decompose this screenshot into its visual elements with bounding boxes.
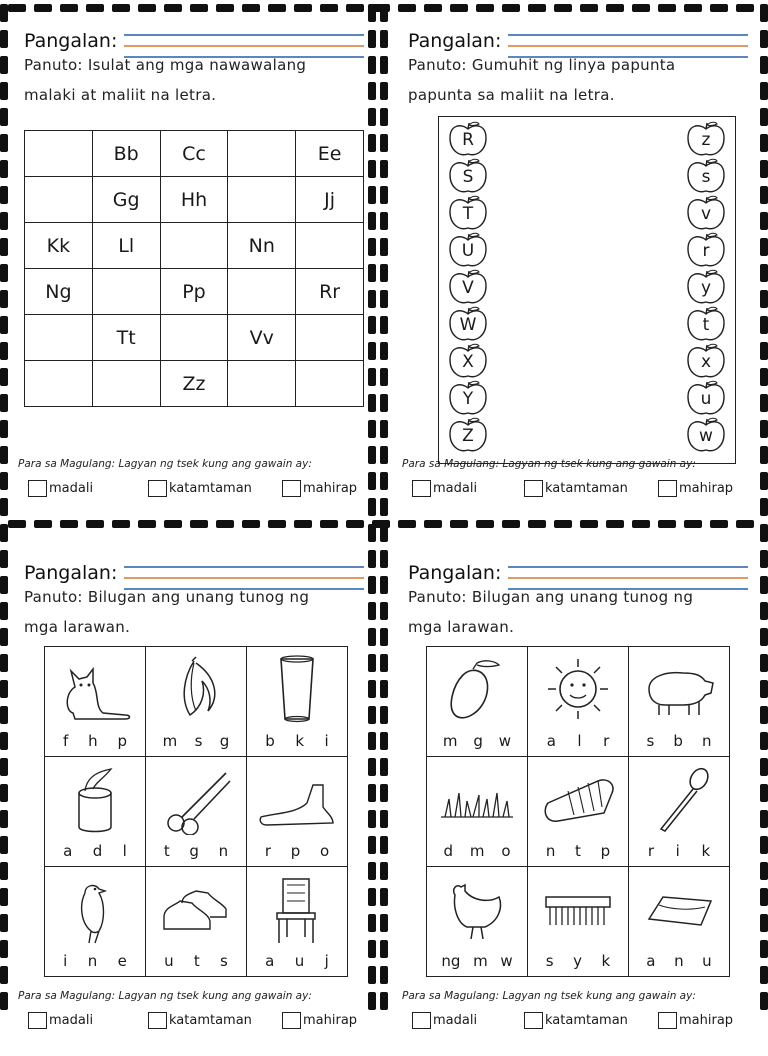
picture-cell [45, 867, 146, 977]
letter-choice[interactable]: k [601, 952, 611, 970]
letter-choices [146, 952, 246, 970]
picture-cell [528, 757, 629, 867]
letter-choice[interactable]: l [577, 732, 582, 750]
letter-choices [247, 732, 347, 750]
difficulty-checkboxes [28, 480, 368, 498]
apple-matching-panel [438, 116, 736, 464]
letter-choices [629, 842, 729, 860]
letter-choice[interactable]: t [163, 842, 170, 860]
blank-letter-cell[interactable] [160, 315, 228, 361]
letter-choice[interactable]: w [500, 952, 513, 970]
picture-grid-row [45, 867, 348, 977]
blank-letter-cell[interactable] [92, 269, 160, 315]
picture-cell [146, 647, 247, 757]
letter-choice[interactable]: o [501, 842, 511, 860]
blank-letter-cell[interactable] [228, 269, 296, 315]
foot-icon [257, 763, 337, 835]
blank-letter-cell[interactable] [25, 177, 93, 223]
picture-cell [247, 867, 348, 977]
letter-choice[interactable]: r [603, 732, 610, 750]
letter-cell: Rr [296, 269, 364, 315]
apple-letter: T [462, 204, 474, 224]
letter-choice[interactable]: d [92, 842, 103, 860]
apple-letter: X [462, 352, 474, 372]
letter-choices [528, 842, 628, 860]
blank-letter-cell[interactable] [92, 361, 160, 407]
parent-note: Para sa Magulang: Lagyan ng tsek kung ang gawain ay: [18, 458, 312, 470]
letter-choices [45, 952, 145, 970]
letter-cell: Ee [296, 131, 364, 177]
letter-choice[interactable]: w [498, 732, 512, 750]
picture-cell [45, 757, 146, 867]
letter-choices [629, 732, 729, 750]
letter-choice[interactable]: g [473, 732, 483, 750]
checkbox-mahirap[interactable]: mahirap [658, 480, 733, 497]
checkbox-katamtaman[interactable]: katamtaman [524, 1012, 628, 1029]
difficulty-checkboxes [28, 1012, 368, 1030]
letter-cell: Nn [228, 223, 296, 269]
letter-choice[interactable]: r [647, 842, 654, 860]
apple-lowercase[interactable] [685, 380, 727, 418]
letter-cell: Jj [296, 177, 364, 223]
letter-choice[interactable]: n [545, 842, 556, 860]
picture-cell [629, 647, 730, 757]
letter-cell: Zz [160, 361, 228, 407]
worksheet-first-sound-1 [18, 548, 364, 1056]
pillow-icon [639, 873, 719, 945]
letter-choice[interactable]: k [295, 732, 305, 750]
picture-cell [247, 647, 348, 757]
name-line-top[interactable] [124, 34, 364, 36]
picture-grid-row [427, 867, 730, 977]
apple-uppercase[interactable] [447, 306, 489, 344]
cat-icon [55, 653, 135, 725]
apple-letter: U [461, 241, 475, 261]
apple-letter: W [459, 315, 477, 335]
letter-cell: Cc [160, 131, 228, 177]
picture-cell [146, 867, 247, 977]
picture-cell [146, 757, 247, 867]
letter-choice[interactable]: b [265, 732, 275, 750]
banana-icon [156, 653, 236, 725]
center-dashed-border-a [368, 0, 376, 1024]
blank-letter-cell[interactable] [296, 223, 364, 269]
letter-choice[interactable]: p [290, 842, 301, 860]
letter-choice[interactable]: p [117, 732, 128, 750]
mango-icon [437, 653, 517, 725]
picture-grid-row [427, 647, 730, 757]
picture-cell [427, 867, 528, 977]
bread-icon [538, 763, 618, 835]
letter-choice[interactable]: r [264, 842, 272, 860]
apple-letter: R [462, 130, 474, 150]
parent-note: Para sa Magulang: Lagyan ng tsek kung ang gawain ay: [402, 458, 696, 470]
shoes-icon [156, 873, 236, 945]
apple-letter: t [702, 315, 710, 335]
apple-lowercase[interactable] [685, 195, 727, 233]
letter-choice[interactable]: e [117, 952, 127, 970]
letter-choice[interactable]: s [194, 732, 203, 750]
checkbox-madali[interactable]: madali [412, 1012, 477, 1029]
parent-note: Para sa Magulang: Lagyan ng tsek kung ang gawain ay: [18, 990, 312, 1002]
letter-choices [427, 842, 527, 860]
name-label: Pangalan: [24, 562, 118, 584]
blank-letter-cell[interactable] [160, 223, 228, 269]
letter-choice[interactable]: t [575, 842, 581, 860]
letter-choices [427, 952, 527, 970]
apple-uppercase[interactable] [447, 158, 489, 196]
picture-grid [426, 646, 730, 977]
letter-choice[interactable]: o [319, 842, 330, 860]
letter-choice[interactable]: i [324, 732, 329, 750]
name-line-top[interactable] [124, 566, 364, 568]
glass-icon [257, 653, 337, 725]
picture-grid-row [45, 647, 348, 757]
can-icon [55, 763, 135, 835]
chair-icon [257, 873, 337, 945]
blank-letter-cell[interactable] [25, 131, 93, 177]
apple-lowercase[interactable] [685, 158, 727, 196]
name-label: Pangalan: [408, 562, 502, 584]
picture-grid [44, 646, 348, 977]
checkbox-mahirap[interactable]: mahirap [282, 1012, 357, 1029]
name-line-mid[interactable] [124, 45, 364, 47]
apple-letter: v [700, 204, 712, 224]
letter-choice[interactable]: h [88, 732, 98, 750]
letter-choice[interactable]: s [646, 732, 655, 750]
letter-choices [146, 732, 246, 750]
letter-choice[interactable]: t [193, 952, 200, 970]
letter-choices [528, 952, 628, 970]
letter-choice[interactable]: k [701, 842, 711, 860]
blank-letter-cell[interactable] [25, 315, 93, 361]
apple-letter: Y [462, 389, 474, 409]
pig-icon [639, 653, 719, 725]
apple-letter: z [701, 130, 711, 150]
letter-choice[interactable]: y [573, 952, 583, 970]
chicken-icon [437, 873, 517, 945]
letter-choice[interactable]: m [473, 952, 488, 970]
letter-choices [146, 842, 246, 860]
letter-choice[interactable]: n [701, 732, 712, 750]
letter-choice[interactable]: ng [441, 952, 461, 970]
picture-cell [45, 647, 146, 757]
name-line-mid[interactable] [124, 577, 364, 579]
letter-choices [45, 732, 145, 750]
letter-cell: Ng [25, 269, 93, 315]
letter-choice[interactable]: i [63, 952, 68, 970]
letter-choices [247, 842, 347, 860]
letter-grid-row [25, 361, 364, 407]
blank-letter-cell[interactable] [228, 131, 296, 177]
name-line-mid[interactable] [508, 45, 748, 47]
checkbox-katamtaman[interactable]: katamtaman [524, 480, 628, 497]
letter-cell: Vv [228, 315, 296, 361]
letter-choices [45, 842, 145, 860]
blank-letter-cell[interactable] [296, 361, 364, 407]
letter-choice[interactable]: b [673, 732, 683, 750]
letter-choice[interactable]: d [443, 842, 453, 860]
name-line-mid[interactable] [508, 577, 748, 579]
apple-lowercase[interactable] [685, 417, 727, 455]
sun-icon [538, 653, 618, 725]
apple-uppercase[interactable] [447, 195, 489, 233]
apple-uppercase[interactable] [447, 269, 489, 307]
apple-letter: y [700, 278, 712, 298]
picture-grid-row [427, 757, 730, 867]
picture-cell [629, 757, 730, 867]
letter-choice[interactable]: m [469, 842, 485, 860]
name-label: Pangalan: [24, 30, 118, 52]
letter-grid-row [25, 177, 364, 223]
blank-letter-cell[interactable] [228, 361, 296, 407]
letter-choice[interactable]: m [162, 732, 178, 750]
letter-cell: Pp [160, 269, 228, 315]
worksheet-first-sound-2 [402, 548, 748, 1056]
letter-cell: Kk [25, 223, 93, 269]
left-dashed-border [0, 0, 8, 1024]
letter-choices [528, 732, 628, 750]
letter-choice[interactable]: n [218, 842, 229, 860]
worksheet-match-letters [402, 16, 748, 524]
letter-choice[interactable]: u [294, 952, 305, 970]
difficulty-checkboxes [412, 1012, 752, 1030]
letter-cell: Gg [92, 177, 160, 223]
letter-choice[interactable]: n [674, 952, 684, 970]
apple-letter: V [462, 278, 474, 298]
difficulty-checkboxes [412, 480, 752, 498]
letter-choice[interactable]: g [189, 842, 199, 860]
letter-choice[interactable]: a [265, 952, 275, 970]
letter-choice[interactable]: m [442, 732, 458, 750]
checkbox-madali[interactable]: madali [412, 480, 477, 497]
right-dashed-border [760, 0, 768, 1024]
instruction: Panuto: Gumuhit ng linya papunta papunta sa maliit na letra. [408, 56, 676, 104]
apple-letter: x [700, 352, 712, 372]
picture-cell [247, 757, 348, 867]
letter-choice[interactable]: u [164, 952, 174, 970]
letter-choice[interactable]: a [546, 732, 556, 750]
letter-choice[interactable]: p [600, 842, 611, 860]
letter-choices [247, 952, 347, 970]
parent-note: Para sa Magulang: Lagyan ng tsek kung ang gawain ay: [402, 990, 696, 1002]
scissors-icon [156, 763, 236, 835]
checkbox-mahirap[interactable]: mahirap [282, 480, 357, 497]
checkbox-katamtaman[interactable]: katamtaman [148, 480, 252, 497]
blank-letter-cell[interactable] [228, 177, 296, 223]
letter-cell: Ll [92, 223, 160, 269]
letter-grid-row [25, 223, 364, 269]
picture-cell [528, 647, 629, 757]
letter-choices [427, 732, 527, 750]
worksheet-missing-letters [18, 16, 364, 524]
letter-choice[interactable]: a [646, 952, 656, 970]
instruction: Panuto: Bilugan ang unang tunog ng mga larawan. [408, 588, 694, 636]
letter-choice[interactable]: i [675, 842, 680, 860]
apple-lowercase[interactable] [685, 121, 727, 159]
apple-uppercase[interactable] [447, 417, 489, 455]
apple-lowercase[interactable] [685, 343, 727, 381]
name-line-top[interactable] [508, 566, 748, 568]
apple-uppercase[interactable] [447, 380, 489, 418]
letter-choice[interactable]: s [545, 952, 554, 970]
apple-letter: s [701, 167, 711, 187]
blank-letter-cell[interactable] [25, 361, 93, 407]
checkbox-katamtaman[interactable]: katamtaman [148, 1012, 252, 1029]
letter-choice[interactable]: a [63, 842, 73, 860]
letter-choice[interactable]: g [219, 732, 230, 750]
picture-cell [528, 867, 629, 977]
apple-uppercase[interactable] [447, 232, 489, 270]
comb-icon [538, 873, 618, 945]
letter-choices [629, 952, 729, 970]
letter-choice[interactable]: u [702, 952, 712, 970]
letter-choice[interactable]: s [220, 952, 228, 970]
apple-lowercase[interactable] [685, 306, 727, 344]
spoon-icon [639, 763, 719, 835]
letter-grid-row [25, 315, 364, 361]
center-dashed-border-b [380, 0, 388, 1024]
bird-icon [55, 873, 135, 945]
apple-uppercase[interactable] [447, 343, 489, 381]
blank-letter-cell[interactable] [296, 315, 364, 361]
apple-lowercase[interactable] [685, 232, 727, 270]
name-label: Pangalan: [408, 30, 502, 52]
letter-grid-row [25, 269, 364, 315]
apple-lowercase[interactable] [685, 269, 727, 307]
grass-icon [437, 763, 517, 835]
checkbox-madali[interactable]: madali [28, 480, 93, 497]
letter-cell: Hh [160, 177, 228, 223]
picture-cell [629, 867, 730, 977]
instruction: Panuto: Isulat ang mga nawawalang malaki at maliit na letra. [24, 56, 307, 104]
letter-choice[interactable]: l [122, 842, 127, 860]
checkbox-madali[interactable]: madali [28, 1012, 93, 1029]
name-line-top[interactable] [508, 34, 748, 36]
apple-letter: r [702, 241, 710, 261]
apple-letter: w [699, 426, 713, 446]
instruction: Panuto: Bilugan ang unang tunog ng mga larawan. [24, 588, 310, 636]
picture-grid-row [45, 757, 348, 867]
letter-choice[interactable]: f [62, 732, 69, 750]
letter-grid-row [25, 131, 364, 177]
apple-letter: S [462, 167, 474, 187]
letter-choice[interactable]: n [87, 952, 98, 970]
picture-cell [427, 757, 528, 867]
letter-grid [24, 130, 364, 407]
letter-cell: Bb [92, 131, 160, 177]
apple-letter: Z [462, 426, 474, 446]
letter-cell: Tt [92, 315, 160, 361]
apple-uppercase[interactable] [447, 121, 489, 159]
picture-cell [427, 647, 528, 757]
apple-letter: u [700, 389, 712, 409]
checkbox-mahirap[interactable]: mahirap [658, 1012, 733, 1029]
letter-choice[interactable]: j [324, 952, 329, 970]
